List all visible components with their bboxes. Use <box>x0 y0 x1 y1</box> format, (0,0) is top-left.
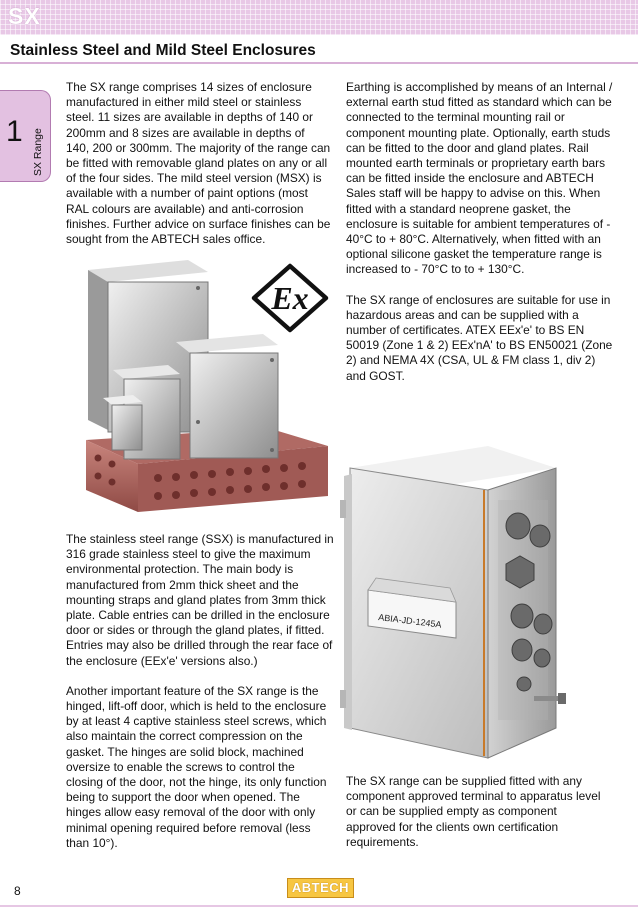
section-header-bar <box>0 0 638 35</box>
single-enclosure-photo <box>338 440 613 765</box>
section-tab-label: SX Range <box>32 128 44 176</box>
earthing-column <box>346 80 618 384</box>
section-tag: SX <box>8 3 41 29</box>
earthing-paragraph: Earthing is accomplished by means of an Internal / external earth stud fitted as standard which can be connected to the terminal mounting rail or component mounting plate. Optionally, earth studs can be fitted to the door and gland plates. Rail mounted earth terminals or proprietary earth bars can be fitted inside the enclosure and ABTECH Sales staff will be happy to advise on this. When fitted with a standard neoprene gasket, the enclosure is suitable for ambient temperatures of - 40°C to + 80°C. Alternatively, when fitted with an optional silicone gasket the temperature range is increased to - 70°C to to + 130°C. <box>346 80 613 277</box>
title-divider <box>0 62 638 64</box>
ex-mark-text: Ex <box>271 280 309 316</box>
section-number: 1 <box>6 115 23 148</box>
intro-paragraph: The SX range comprises 14 sizes of enclosure manufactured in either mild steel or stainless steel. 11 sizes are available in depths of 140 or 200mm and 8 sizes are available in depths of 140, 200 or 300mm. The majority of the range can be fitted with removable gland plates on any or all of the four sides. The mild steel version (MSX) is available with a number of paint options (most RAL colours are available) and anti-corrosion finishes. Further advice on surface finishes can be sought from the ABTECH sales office. <box>66 80 331 247</box>
construction-column <box>66 532 334 851</box>
stainless-paragraph: The stainless steel range (SSX) is manufactured in 316 grade stainless steel to give the maximum environmental protection. The main body is manufactured from 2mm thick sheet and the mounting straps and gland plates from 3mm thick plate. Cable entries can be drilled in the enclosure door or sides or through the gland plates, if fitted. Entries may also be drilled through the rear face of the enclosure (EEx'e' versions also.) <box>66 532 334 668</box>
hazardous-area-paragraph: The SX range of enclosures are suitable for use in hazardous areas and can be supplied with a number of certificates. ATEX EEx'e' to BS EN 50019 (Zone 1 & 2) EEx'nA' to BS EN50021 (Zone 2) and NEMA 4X (CSA, UL & FM class 1, div 2) and GOST. <box>346 292 613 383</box>
hinge-paragraph: Another important feature of the SX range is the hinged, lift-off door, which is held to the enclosure by at least 4 captive stainless steel screws, which also maintain the correct compression on the gasket. The hinges are solid block, machined oversize to enable the screws to control the closing of the door, not the hinge, its only function being to support the door when opened. The hinges allow easy removal of the door with only minimal opening required before removal (less than 10°). <box>66 683 327 850</box>
terminals-column <box>346 774 606 850</box>
section-side-tab <box>0 90 51 182</box>
atex-ex-mark-icon <box>250 262 330 334</box>
page-title: Stainless Steel and Mild Steel Enclosures <box>10 42 316 59</box>
enclosure-label-text: ABIA-JD-1245A <box>377 612 443 630</box>
terminals-paragraph: The SX range can be supplied fitted with any component approved terminal to apparatus level or can be supplied empty as component approved for the clients own certification requirements. <box>346 774 601 849</box>
abtech-logo: ABTECH <box>287 878 354 898</box>
intro-column <box>66 80 331 247</box>
page-number: 8 <box>14 884 21 898</box>
